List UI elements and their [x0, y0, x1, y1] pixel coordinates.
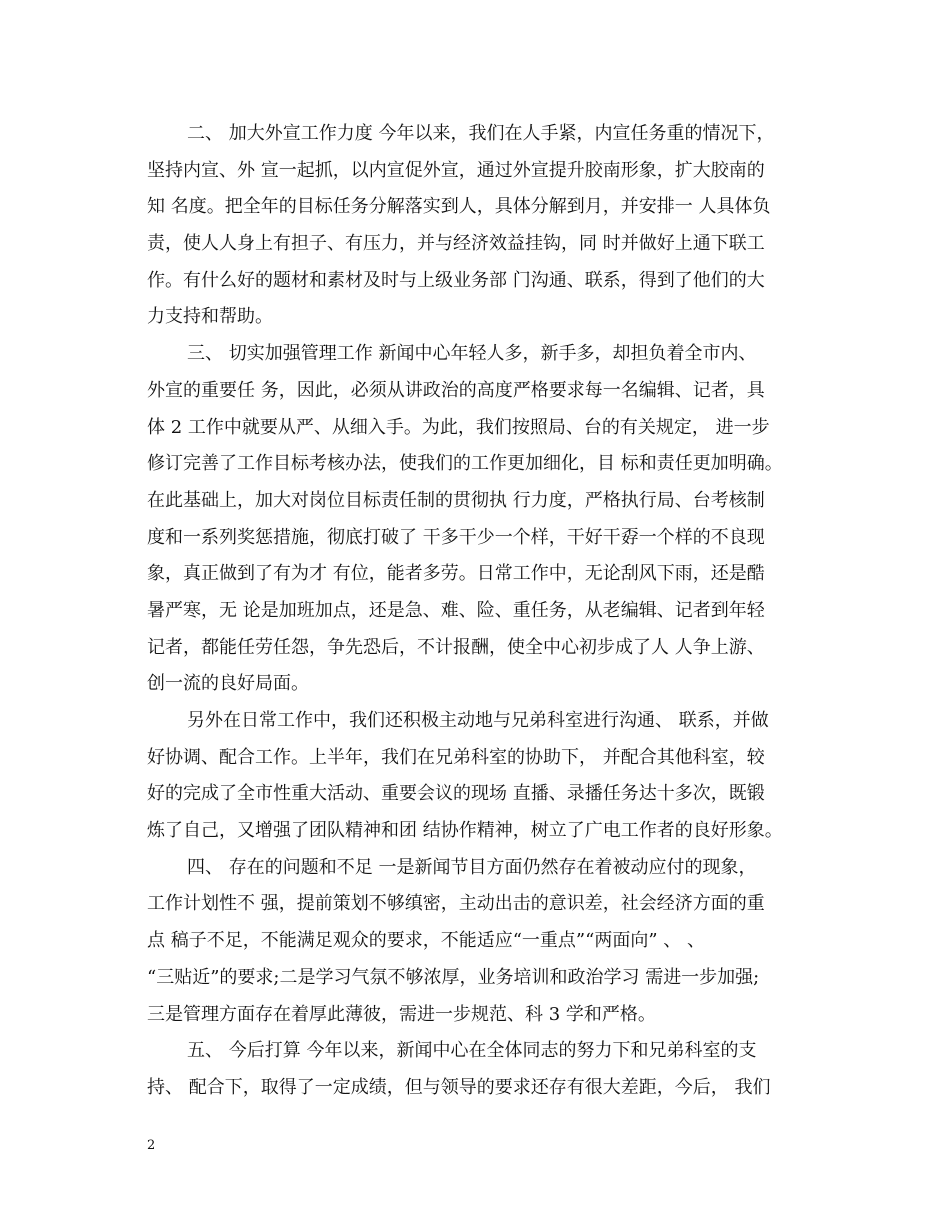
paragraph-first-line: 五、 今后打算 今年以来，新闻中心在全体同志的努力下和兄弟科室的支 [187, 1040, 757, 1062]
text-line: 记者，都能任劳任怨，争先恐后，不计报酬，使全中心初步成了人 人争上游、 [147, 636, 765, 658]
paragraph-first-line: 二、 加大外宣工作力度 今年以来，我们在人手紧，内宣任务重的情况下， [187, 123, 775, 144]
text-line: 力支持和帮助。 [147, 306, 273, 328]
text-line: 知 名度。把全年的目标任务分解落实到人，具体分解到月，并安排一 人具体负 [147, 196, 771, 218]
paragraph-first-line: 三、 切实加强管理工作 新闻中心年轻人多，新手多，却担负着全市内、 [187, 343, 757, 365]
paragraph-first-line: 另外在日常工作中，我们还积极主动地与兄弟科室进行沟通、 联系，并做 [187, 710, 769, 731]
text-line: 修订完善了工作目标考核办法，使我们的工作更加细化，目 标和责任更加明确。 [147, 453, 783, 475]
text-line: 好的完成了全市性重大活动、重要会议的现场 直播、录播任务达十多次，既锻 [147, 783, 765, 805]
text-line: “三贴近”的要求;二是学习气氛不够浓厚，业务培训和政治学习 需进一步加强; [147, 966, 760, 988]
text-line: 好协调、配合工作。上半年，我们在兄弟科室的协助下， 并配合其他科室，较 [147, 746, 765, 768]
text-line: 持、 配合下，取得了一定成绩，但与领导的要求还存有很大差距，今后， 我们 [147, 1076, 771, 1098]
text-line: 工作计划性不 强，提前策划不够缜密，主动出击的意识差，社会经济方面的重 [147, 893, 765, 915]
paragraph-first-line: 四、 存在的问题和不足 一是新闻节目方面仍然存在着被动应付的现象， [187, 856, 757, 878]
page-number: 2 [147, 1138, 156, 1153]
text-line: 度和一系列奖惩措施，彻底打破了 干多干少一个样，干好干孬一个样的不良现 [147, 526, 765, 548]
text-line: 在此基础上，加大对岗位目标责任制的贯彻执 行力度，严格执行局、台考核制 [147, 489, 765, 511]
text-line: 创一流的良好局面。 [147, 673, 309, 695]
text-line: 炼了自己，又增强了团队精神和团 结协作精神，树立了广电工作者的良好形象。 [147, 820, 783, 842]
text-line: 作。有什么好的题材和素材及时与上级业务部 门沟通、联系，得到了他们的大 [147, 269, 765, 291]
document-body [147, 116, 807, 1107]
text-line: 体 2 工作中就要从严、从细入手。为此，我们按照局、台的有关规定， 进一步 [147, 416, 770, 438]
text-line: 坚持内宣、外 宣一起抓，以内宣促外宣，通过外宣提升胶南形象，扩大胶南的 [147, 159, 765, 181]
text-line: 责，使人人身上有担子、有压力，并与经济效益挂钩，同 时并做好上通下联工 [147, 233, 765, 255]
text-line: 象，真正做到了有为才 有位，能者多劳。日常工作中，无论刮风下雨，还是酷 [147, 563, 765, 585]
text-line: 外宣的重要任 务，因此，必须从讲政治的高度严格要求每一名编辑、记者，具 [147, 379, 765, 401]
text-line: 暑严寒，无 论是加班加点，还是急、难、险、重任务，从老编辑、记者到年轻 [147, 599, 765, 621]
text-line: 三是管理方面存在着厚此薄彼，需进一步规范、科 3 学和严格。 [147, 1003, 656, 1025]
text-line: 点 稿子不足，不能满足观众的要求，不能适应“一重点”“两面向” 、 、 [147, 930, 705, 952]
